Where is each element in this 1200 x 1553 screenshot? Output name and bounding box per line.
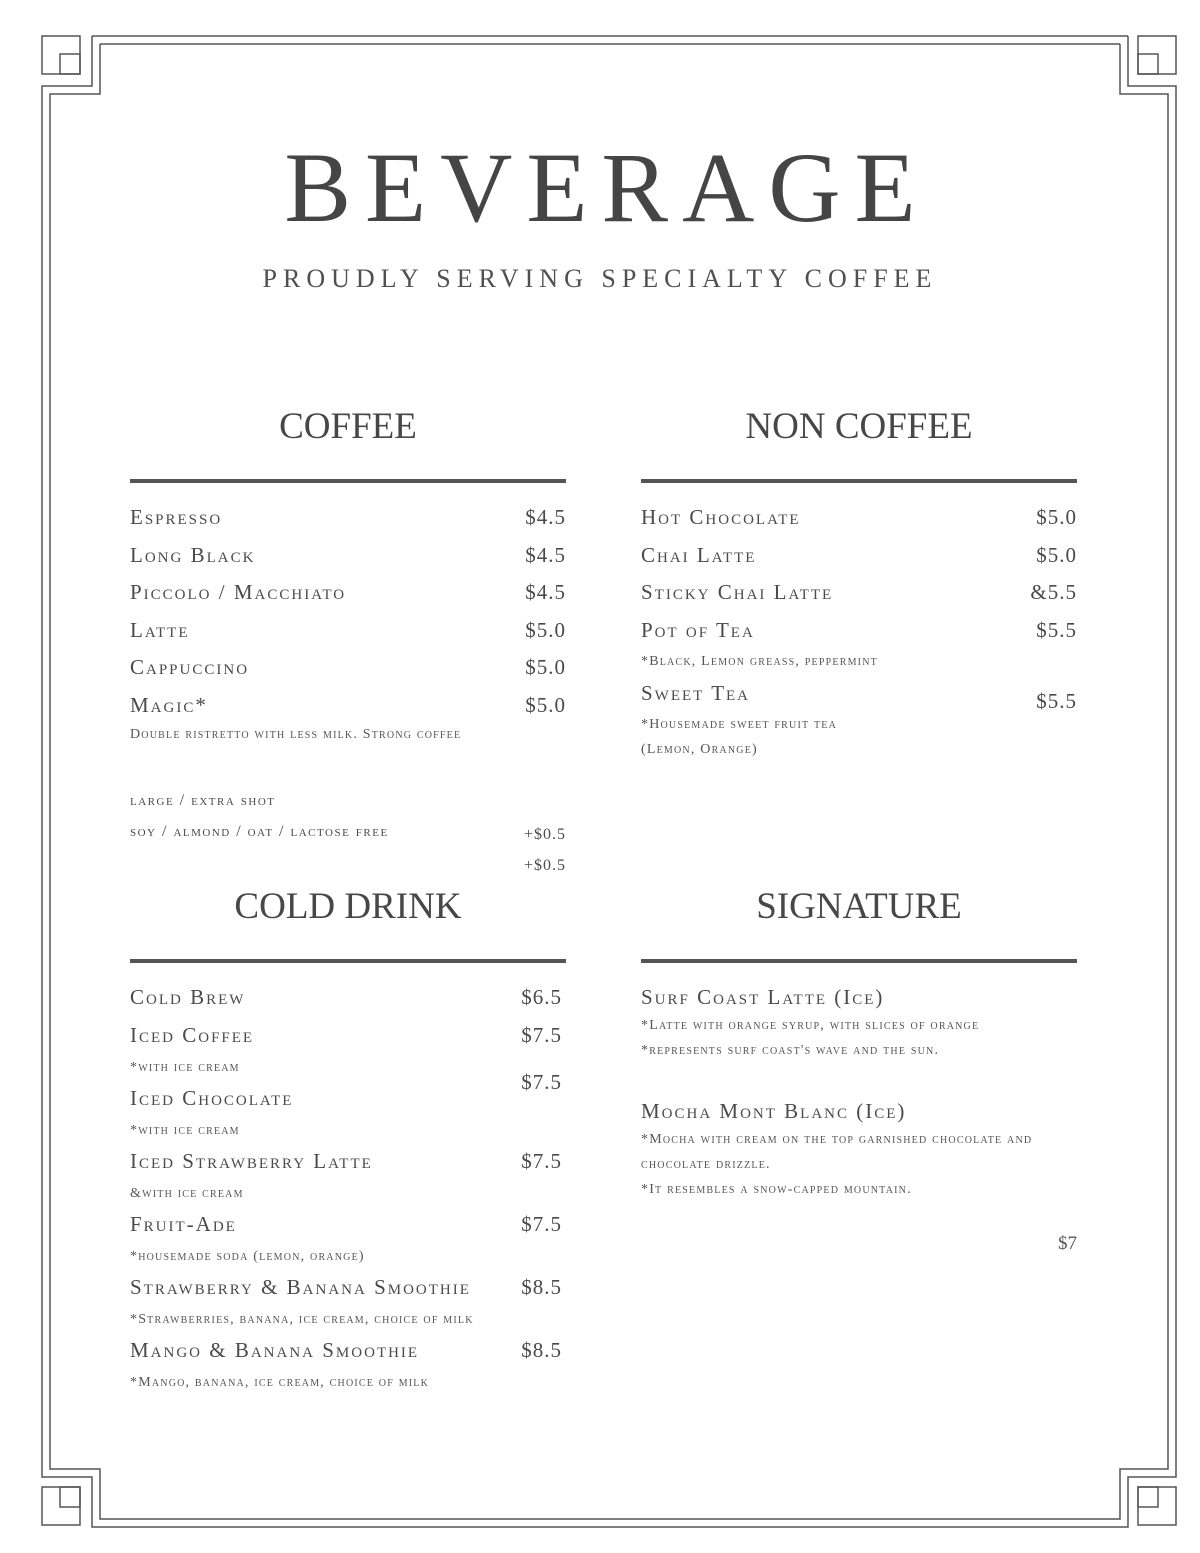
section-heading: NON COFFEE xyxy=(745,406,973,447)
item-note: Double ristretto with less milk. Strong coffee xyxy=(130,726,462,742)
item-name: Sweet Tea xyxy=(641,680,751,705)
item-note: *Mango, banana, ice cream, choice of milk xyxy=(130,1374,430,1390)
item-price: $5.5 xyxy=(1036,617,1077,642)
item-price: $5.0 xyxy=(525,655,566,680)
menu-item xyxy=(130,1149,566,1212)
addon-price: +$0.5 xyxy=(523,826,566,844)
item-note: chocolate drizzle. xyxy=(641,1157,771,1173)
menu-item xyxy=(130,1338,566,1401)
item-note: *housemade soda (lemon, orange) xyxy=(130,1248,365,1264)
section-heading: SIGNATURE xyxy=(756,886,962,927)
section-divider xyxy=(130,479,566,483)
item-name: Chai Latte xyxy=(641,542,757,567)
menu-item xyxy=(130,580,566,618)
item-price: $7.5 xyxy=(521,1069,562,1094)
item-name: Surf Coast Latte (Ice) xyxy=(641,985,885,1009)
menu-item xyxy=(641,618,1077,650)
item-price: &5.5 xyxy=(1030,580,1077,605)
item-name: Iced Chocolate xyxy=(130,1085,294,1110)
menu-item xyxy=(130,985,566,1023)
item-note: *Strawberries, banana, ice cream, choice of milk xyxy=(130,1311,474,1327)
menu-item xyxy=(130,1023,566,1086)
item-name: Long Black xyxy=(130,542,256,567)
item-name: Hot Chocolate xyxy=(641,505,801,529)
item-name: Cappuccino xyxy=(130,655,250,680)
menu-item xyxy=(130,655,566,693)
item-name: Espresso xyxy=(130,505,223,529)
item-price: $5.0 xyxy=(525,692,566,717)
menu-item xyxy=(130,1275,566,1338)
item-price: $4.5 xyxy=(525,505,566,529)
menu-item xyxy=(130,618,566,656)
section-divider xyxy=(641,479,1077,483)
menu-subtitle: PROUDLY SERVING SPECIALTY COFFEE xyxy=(262,264,938,293)
addon-option: large / extra shot xyxy=(130,792,276,810)
item-price: $5.0 xyxy=(525,617,566,642)
item-price: $6.5 xyxy=(521,985,562,1009)
menu-item xyxy=(130,1069,566,1149)
item-price: $7.5 xyxy=(521,1022,562,1047)
item-price: $7 xyxy=(1058,1233,1077,1254)
section-divider xyxy=(130,959,566,963)
item-note: *Latte with orange syrup, with slices of orange xyxy=(641,1018,980,1034)
item-price: $4.5 xyxy=(525,580,566,605)
item-note: *Housemade sweet fruit tea xyxy=(641,716,838,732)
menu-item xyxy=(130,1212,566,1275)
item-note: *Mocha with cream on the top garnished chocolate and xyxy=(641,1132,1033,1148)
non-coffee-section xyxy=(641,408,1077,763)
menu-item xyxy=(641,543,1077,581)
item-name: Iced Coffee xyxy=(130,1022,255,1047)
item-name: Iced Strawberry Latte xyxy=(130,1148,373,1173)
addon-option: soy / almond / oat / lactose free xyxy=(130,823,389,841)
item-name: Strawberry & Banana Smoothie xyxy=(130,1274,471,1299)
addon-price: +$0.5 xyxy=(523,857,566,875)
item-note: (Lemon, Orange) xyxy=(641,741,758,757)
item-note: *represents surf coast's wave and the sun. xyxy=(641,1043,940,1059)
item-price: $4.5 xyxy=(525,542,566,567)
menu-item xyxy=(130,693,566,731)
item-note: *with ice cream xyxy=(130,1122,240,1138)
item-name: Cold Brew xyxy=(130,985,246,1009)
section-heading: COFFEE xyxy=(279,406,417,447)
item-name: Mango & Banana Smoothie xyxy=(130,1337,420,1362)
item-price: $7.5 xyxy=(521,1211,562,1236)
item-name: Mocha Mont Blanc (Ice) xyxy=(641,1099,907,1123)
item-name: Latte xyxy=(130,617,190,642)
section-heading: COLD DRINK xyxy=(234,886,462,927)
item-note: &with ice cream xyxy=(130,1185,244,1201)
item-name: Sticky Chai Latte xyxy=(641,580,834,605)
coffee-section xyxy=(130,408,566,905)
menu-item xyxy=(130,505,566,543)
menu-item xyxy=(641,505,1077,543)
item-name: Piccolo / Macchiato xyxy=(130,580,347,605)
cold-drink-section xyxy=(130,888,566,1401)
item-price: $8.5 xyxy=(521,1274,562,1299)
item-note: *with ice cream xyxy=(130,1059,240,1075)
menu-item xyxy=(641,580,1077,618)
item-price: $5.0 xyxy=(1036,505,1077,529)
item-price: $7.5 xyxy=(521,1148,562,1173)
menu-title: BEVERAGE xyxy=(284,132,930,243)
item-price: $5.5 xyxy=(1036,688,1077,713)
menu-item xyxy=(641,681,1077,713)
section-divider xyxy=(641,959,1077,963)
item-price: $8.5 xyxy=(521,1337,562,1362)
item-name: Pot of Tea xyxy=(641,617,755,642)
menu-item xyxy=(130,543,566,581)
item-price: $5.0 xyxy=(1036,542,1077,567)
item-note: *Black, Lemon greass, peppermint xyxy=(641,653,878,669)
item-note: *It resembles a snow-capped mountain. xyxy=(641,1182,912,1197)
item-name: Fruit-Ade xyxy=(130,1211,237,1236)
signature-section xyxy=(641,886,1077,1254)
item-name: Magic* xyxy=(130,692,208,717)
